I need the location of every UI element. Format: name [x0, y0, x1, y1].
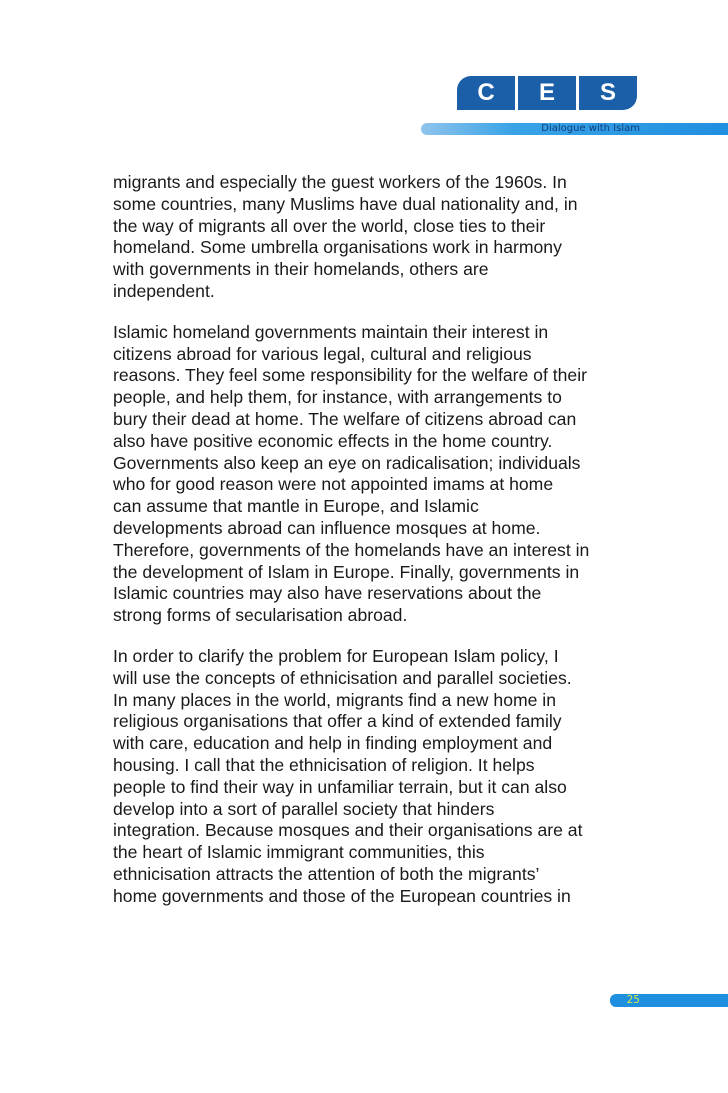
logo-letter-s: S: [579, 76, 637, 110]
paragraph: Islamic homeland governments maintain their interest in citizens abroad for various legal, cultural and religious reasons. They feel some responsibility for the welfare of their people, and help them, for instance, with arrangements to bury their dead at home. The welfare of citizens abroad can also have positive economic effects in the home country. Governments also keep an eye on radicalisation; individuals who for good reason were not appointed imams at home can assume that mantle in Europe, and Islamic developments abroad can influence mosques at home. Therefore, governments of the homelands have an interest in the development of Islam in Europe. Finally, governments in Islamic countries may also have reservations about the strong forms of secularisation abroad.: [113, 321, 590, 626]
body-text: [113, 172, 653, 927]
header-tagline: Dialogue with Islam: [541, 123, 640, 134]
paragraph: migrants and especially the guest workers of the 1960s. In some countries, many Muslims have dual nationality and, in the way of migrants all over the world, close ties to their homeland. Some umbrella organisations work in harmony with governments in their homelands, others are independent.: [113, 172, 578, 301]
logo-letter-e: E: [518, 76, 576, 110]
logo-letter-c: C: [457, 76, 515, 110]
page-number: 25: [626, 994, 640, 1006]
ces-logo: [457, 76, 637, 110]
paragraph: In order to clarify the problem for European Islam policy, I will use the concepts of ethnicisation and parallel societies. In many places in the world, migrants find a new home in religious organisations that offer a kind of extended family with care, education and help in finding employment and housing. I call that the ethnicisation of religion. It helps people to find their way in unfamiliar terrain, but it can also develop into a sort of parallel society that hinders integration. Because mosques and their organisations are at the heart of Islamic immigrant communities, this ethnicisation attracts the attention of both the migrants’ home governments and those of the European countries in: [113, 645, 583, 906]
